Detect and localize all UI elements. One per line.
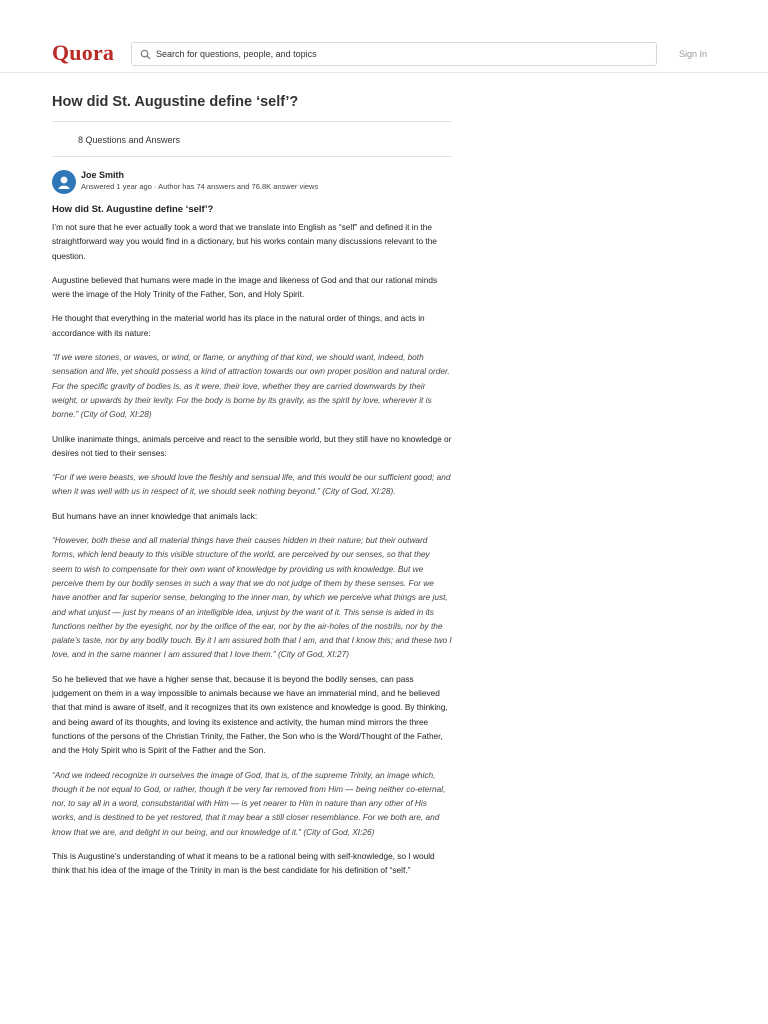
- divider: [52, 156, 452, 157]
- answer-meta: Answered 1 year ago · Author has 74 answers and 76.8K answer views: [81, 182, 319, 191]
- answer-question-title[interactable]: How did St. Augustine define ‘self’?: [52, 204, 214, 215]
- sign-in-link[interactable]: Sign In: [679, 49, 708, 59]
- answer-paragraph: Unlike inanimate things, animals perceive and react to the sensible world, but they still have no knowledge or desires not tied to their senses:: [52, 433, 452, 458]
- answer-quote: “For if we were beasts, we should love the fleshly and sensual life, and this would be our sufficient good; and when it was well with us in respect of it, we should seek nothing beyond.” (City of God, XI:28).: [52, 472, 451, 497]
- answer-paragraph: This is Augustine’s understanding of what it means to be a rational being with self-knowledge, so I would think that his idea of the image of the Trinity in man is the best candidate for his definition of “self.”: [52, 850, 435, 876]
- answer-paragraph: But humans have an inner knowledge that animals lack:: [52, 510, 258, 521]
- search-box[interactable]: [131, 42, 657, 66]
- search-icon: [140, 49, 151, 60]
- answer-quote: “If we were stones, or waves, or wind, or flame, or anything of that kind, we should want, indeed, both sensation and life, yet should possess a kind of attraction towards our own proper position and natural order. For the specific gravity of bodies is, as it were, their love, whether they are carried downwards by their weight, or upwards by their levity. For the body is borne by its gravity, as the spirit by love, wherever it is borne.” (City of God, XI:28): [52, 352, 450, 420]
- question-title: How did St. Augustine define ‘self’?: [52, 94, 299, 110]
- questions-count[interactable]: 8 Questions and Answers: [78, 135, 181, 145]
- answer-paragraph: I’m not sure that he ever actually took a word that we translate into English as “self” and defined it in the straightforward way you would find in a dictionary, but his works contain many discussions relevant to the question.: [52, 222, 437, 261]
- answer-paragraph: He thought that everything in the material world has its place in the natural order of things, and acts in accordance with its nature:: [52, 313, 425, 338]
- search-input[interactable]: [156, 49, 636, 59]
- answer-body: [52, 220, 452, 878]
- quora-logo[interactable]: Quora: [52, 40, 115, 65]
- answer-paragraph: So he believed that we have a higher sense that, because it is beyond the bodily senses, can pass judgement on them in a way impossible to animals because we have an immaterial mind, and he believed that that mind is aware of itself, and it recognizes that its own existence and knowledge is good. By thinking, and being award of its thoughts, and loving its existence and activity, the human mind mirrors the three functions of the persons of the Christian Trinity, the Father, the Son who is the Word/Thought of the Father, and the Holy Spirit who is Spirit of the Father and the Son.: [52, 673, 448, 756]
- answer-header: [52, 169, 452, 194]
- top-header: [0, 0, 768, 73]
- main-content: [52, 94, 452, 888]
- answer-quote: “And we indeed recognize in ourselves the image of God, that is, of the supreme Trinity, an image which, though it be not equal to God, or rather, though it be very far removed from Him — being neither co-eternal, nor, to say all in a word, consubstantial with Him — is yet nearer to Him in nature than any other of His works, and is destined to be yet restored, that it may bear a still closer resemblance. For we both are, and know that we are, and delight in our being, and our knowledge of it.” (City of God, XI:26): [52, 769, 446, 837]
- answer-paragraph: Augustine believed that humans were made in the image and likeness of God and that our rational minds were the image of the Holy Trinity of the Father, Son, and Holy Spirit.: [52, 274, 438, 300]
- answer-quote: “However, both these and all material things have their causes hidden in their nature; but their outward forms, which lend beauty to this visible structure of the world, are perceived by our senses, so that they seem to wish to compensate for their own want of knowledge by providing us with knowledge. But we perceive them by our bodily senses in such a way that we do not judge of them by these senses. For we have another and far superior sense, belonging to the inner man, by which we perceive what things are just, and what unjust — just by means of an intelligible idea, unjust by the want of it. This sense is aided in its functions neither by the eyesight, nor by the orifice of the ear, nor by the air-holes of the nostrils, nor by the palate’s taste, nor by any bodily touch. By it I am assured both that I am, and that I know this; and these two I love, and in the same manner I am assured that I love them.” (City of God, XI:27): [52, 535, 452, 660]
- user-avatar-icon: [56, 174, 72, 190]
- avatar[interactable]: [52, 170, 76, 194]
- author-name[interactable]: Joe Smith: [81, 170, 125, 180]
